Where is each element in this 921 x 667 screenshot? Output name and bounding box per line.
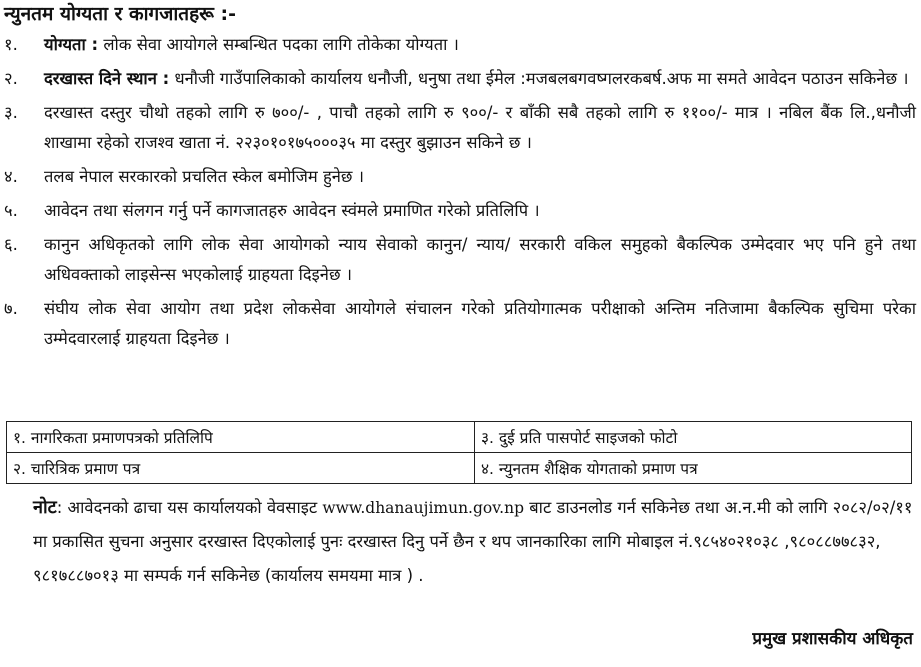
note-paragraph: [33, 491, 913, 593]
item-text: धनौजी गाउँपालिकाको कार्यालय धनौजी, धनुषा तथा ईमेल :मजबलबगवष्गलरकबर्ष.अफ मा समते आवेदन पठाउन सकिनेछ ।: [169, 69, 909, 88]
item-number: ३.: [4, 103, 18, 122]
item-text: लोक सेवा आयोगले सम्बन्धित पदका लागि तोकेका योग्यता ।: [98, 35, 459, 54]
item-text: तलब नेपाल सरकारको प्रचलित स्केल बमोजिम हुनेछ ।: [44, 167, 364, 186]
item-number: ४.: [4, 167, 18, 186]
signature-title: प्रमुख प्रशासकीय अधिकृत: [752, 629, 913, 649]
item-number: २.: [4, 69, 18, 88]
item-number: ६.: [4, 235, 18, 254]
item-text: संघीय लोक सेवा आयोग तथा प्रदेश लोकसेवा आयोगले संचालन गरेको प्रतियोगात्मक परीक्षाको अन्तिम नतिजामा बैकल्पिक सुचिमा परेका उम्मेदवारलाई ग्राहयता दिइनेछ ।: [44, 299, 916, 348]
item-text: कानुन अधिकृतको लागि लोक सेवा आयोगको न्याय सेवाको कानुन/ न्याय/ सरकारी वकिल समुहको बैकल्पिक उम्मेदवार भए पनि हुने तथा अधिवक्ताको लाइसेन्स भएकोलाई ग्राहयता दिइनेछ ।: [44, 235, 916, 284]
requirements-list: [4, 30, 916, 358]
note-label: नोट: [33, 497, 57, 518]
website-link[interactable]: www.dhanaujimun.gov.np: [322, 499, 524, 517]
note-text: : आवेदनको ढाचा यस कार्यालयको वेवसाइट: [56, 498, 323, 517]
list-item: [4, 196, 916, 226]
item-number: ७.: [4, 299, 18, 318]
table-row: [7, 453, 912, 484]
table-cell: १. नागरिकता प्रमाणपत्रको प्रतिलिपि: [7, 422, 475, 453]
item-text: आवेदन तथा संलगन गर्नु पर्ने कागजातहरु आवेदन स्वंमले प्रमाणित गरेको प्रतिलिपि ।: [44, 201, 540, 220]
list-item: [4, 230, 916, 290]
table-cell: ३. दुई प्रति पासपोर्ट साइजको फोटो: [475, 422, 912, 453]
item-text: दरखास्त दस्तुर चौथो तहको लागि रु ७००/- , पाचौ तहको लागि रु ९००/- र बाँकी सबै तहको लागि रु ११००/- मात्र । नबिल बैंक लि.,धनौजी शाखामा रहेको राजश्व खाता नं. २२३०१०१७५०००३५ मा दस्तुर बुझाउन सकिने छ ।: [44, 103, 916, 152]
item-label: दरखास्त दिने स्थान :: [44, 69, 170, 88]
list-item: [4, 64, 916, 94]
documents-table: [6, 421, 912, 484]
list-item: [4, 162, 916, 192]
note-text: बाट डाउनलोड गर्न सकिनेछ तथा अ.न.मी को लागि २०८२/०२/११ मा प्रकासित सुचना अनुसार दरखास्त दिएकोलाई पुनः दरखास्त दिनु पर्ने छैन र थप जानकारिका लागि मोबाइल नं.९८५४०२१०३८ ,९८०८८७७८३२, ९८१७८८७०१३ मा सम्पर्क गर्न सकिनेछ (कार्यालय समयमा मात्र ) .: [33, 498, 913, 585]
list-item: [4, 294, 916, 354]
list-item: [4, 30, 916, 60]
table-row: [7, 422, 912, 453]
table-cell: २. चारित्रिक प्रमाण पत्र: [7, 453, 475, 484]
list-item: [4, 98, 916, 158]
table-cell: ४. न्युनतम शैक्षिक योगताको प्रमाण पत्र: [475, 453, 912, 484]
item-number: ५.: [4, 201, 18, 220]
item-number: १.: [4, 35, 18, 54]
item-label: योग्यता :: [44, 35, 99, 54]
section-heading: न्युनतम योग्यता र कागजातहरू :-: [4, 3, 237, 25]
